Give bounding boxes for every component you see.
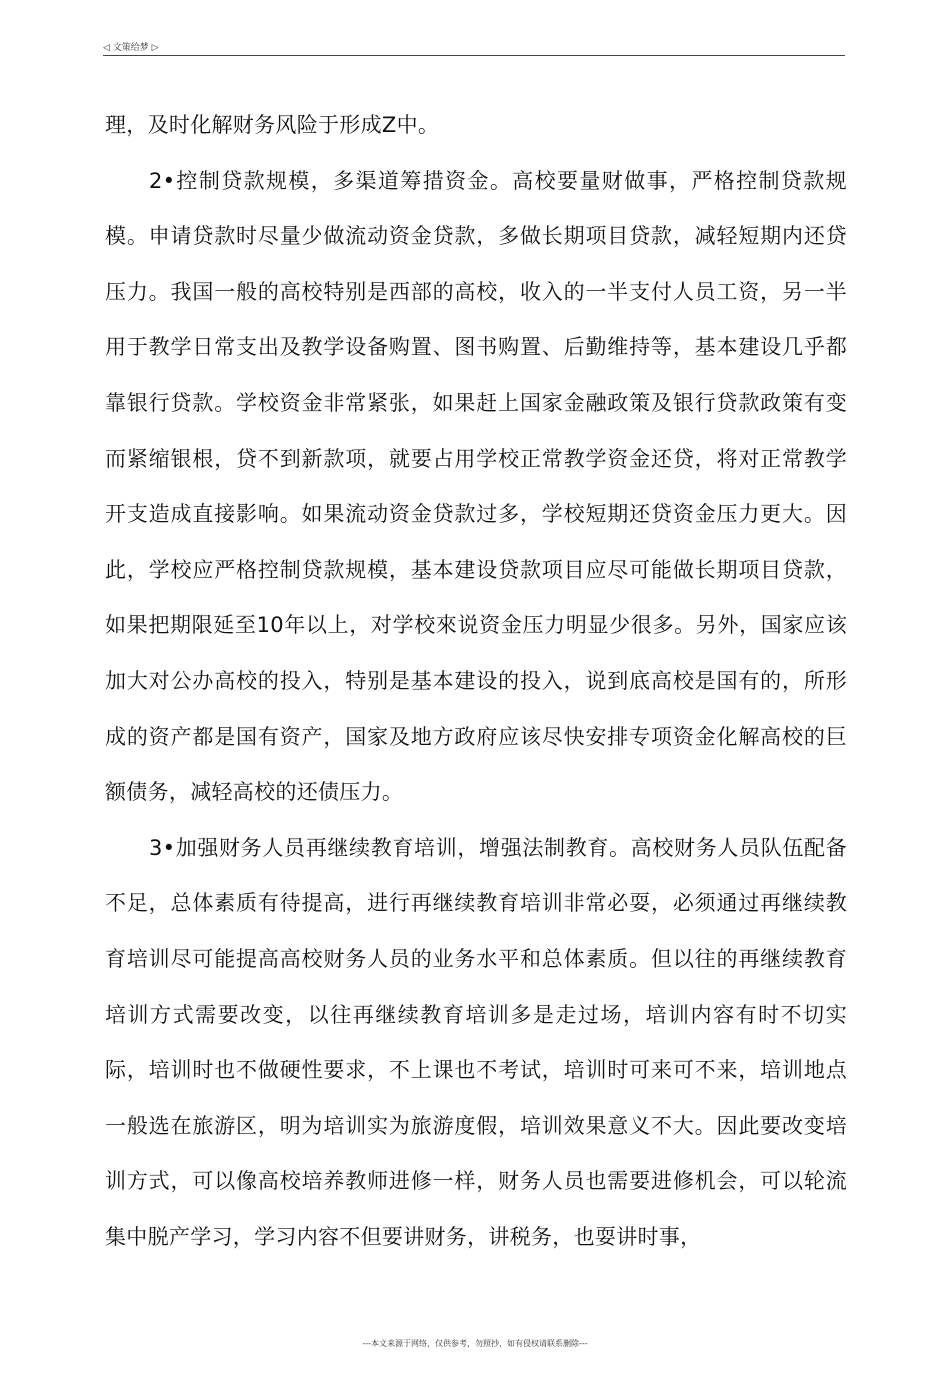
- paragraph-loan-control: 2•控制贷款规模，多渠道筹措资金。高校要量财做事，严格控制贷款规模。申请贷款时尽量少做流动资金贷款，多做长期项目贷款，减轻短期内还贷压力。我国一般的高校特别是西部的高校，收入的一半支付人员工资，另一半用于教学日常支出及教学设备购置、图书购置、后勤维持等，基本建设几乎都靠银行贷款。学校资金非常紧张，如果赶上国家金融政策及银行贷款政策有变而紧缩银根，贷不到新款项，就要占用学校正常教学资金还贷，将对正常教学开支造成直接影响。如果流动资金贷款过多，学校短期还贷资金压力更大。因此，学校应严格控制贷款规模，基本建设贷款项目应尽可能做长期项目贷款，如果把期限延至10年以上，对学校來说资金压力明显少很多。另外，国家应该加大对公办高校的投入，特别是基本建设的投入，说到底高校是国有的，所形成的资产都是国有资产，国家及地方政府应该尽快安排专项资金化解高校的巨额债务，减轻高校的还债压力。: [105, 168, 847, 805]
- header-divider: [103, 55, 845, 56]
- paragraph-continuation: 理，及时化解财务风险于形成Z中。: [105, 113, 440, 137]
- document-body: [105, 98, 847, 1265]
- page-footer: ---本文来源于网络，仅供参考，勿照抄，如有侵权请联系删除---: [362, 1339, 588, 1348]
- paragraph-staff-training: 3•加强财务人员再继续教育培训，增强法制教育。高校财务人员队伍配备不足，总体素质有待提高，进行再继续教育培训非常必耍，必须通过再继续教育培训尽可能提高高校财务人员的业务水平和总体素质。但以往的再继续教育培训方式需要改变，以往再继续教育培训多是走过场，培训内容有时不切实际，培训时也不做硬性要求，不上课也不考试，培训时可来可不来，培训地点一般选在旅游区，明为培训实为旅游度假，培训效果意义不大。因此要改变培训方式，可以像高校培养教师进修一样，财务人员也需要进修机会，可以轮流集中脱产学习，学习内容不但要讲财务，讲税务，也耍讲时事，: [105, 835, 847, 1249]
- page-header: ◁ 文策给梦 ▷: [103, 43, 159, 53]
